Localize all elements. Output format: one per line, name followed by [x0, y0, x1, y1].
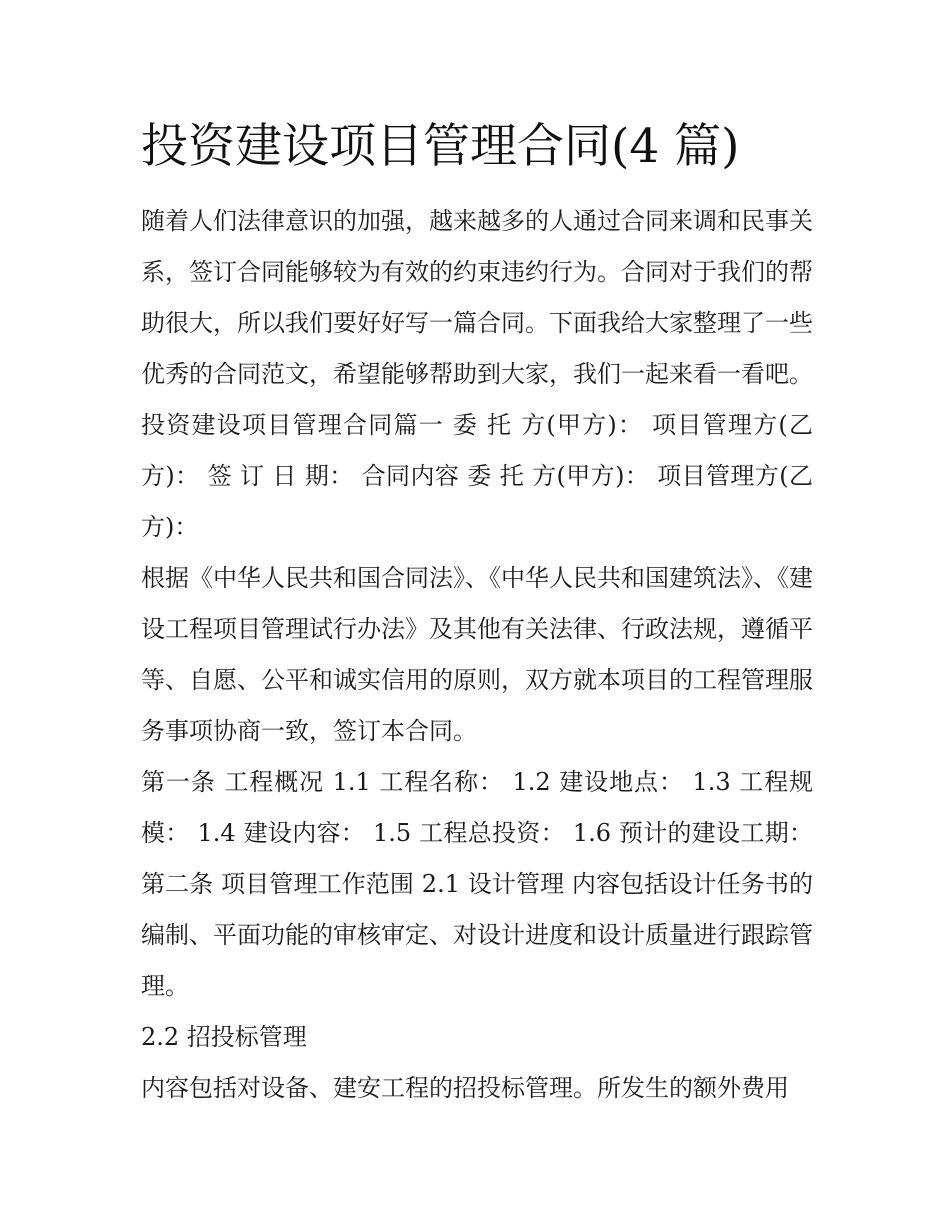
paragraph-parties: 投资建设项目管理合同篇一 委 托 方(甲方)： 项目管理方(乙方)： 签 订 日 期： 合同内容 委 托 方(甲方)： 项目管理方(乙方)：: [141, 411, 813, 541]
paragraph-bidding-content: 内容包括对设备、建安工程的招投标管理。所发生的额外费用: [141, 1074, 789, 1102]
paragraph-intro: 随着人们法律意识的加强，越来越多的人通过合同来调和民事关系，签订合同能够较为有效的约束违约行为。合同对于我们的帮助很大，所以我们要好好写一篇合同。下面我给大家整理了一些优秀的合同范文，希望能够帮助到大家，我们一起来看一看吧。: [141, 207, 813, 388]
paragraph-legal-basis: 根据《中华人民共和国合同法》、《中华人民共和国建筑法》、《建设工程项目管理试行办法》及其他有关法律、行政法规，遵循平等、自愿、公平和诚实信用的原则，双方就本项目的工程管理服务事项协商一致，签订本合同。: [141, 564, 813, 745]
document-title: 投资建设项目管理合同(4 篇): [141, 119, 740, 174]
paragraph-article-one: 第一条 工程概况 1.1 工程名称： 1.2 建设地点： 1.3 工程规模： 1.4 建设内容： 1.5 工程总投资： 1.6 预计的建设工期： 第二条 项目管理工作范围 2.1 设计管理 内容包括设计任务书的编制、平面功能的审核审定、对设计进度和设计质量进行跟踪管理。: [141, 768, 813, 1000]
paragraph-bidding-heading: 2.2 招投标管理: [141, 1023, 307, 1051]
document-body: [141, 196, 813, 1114]
